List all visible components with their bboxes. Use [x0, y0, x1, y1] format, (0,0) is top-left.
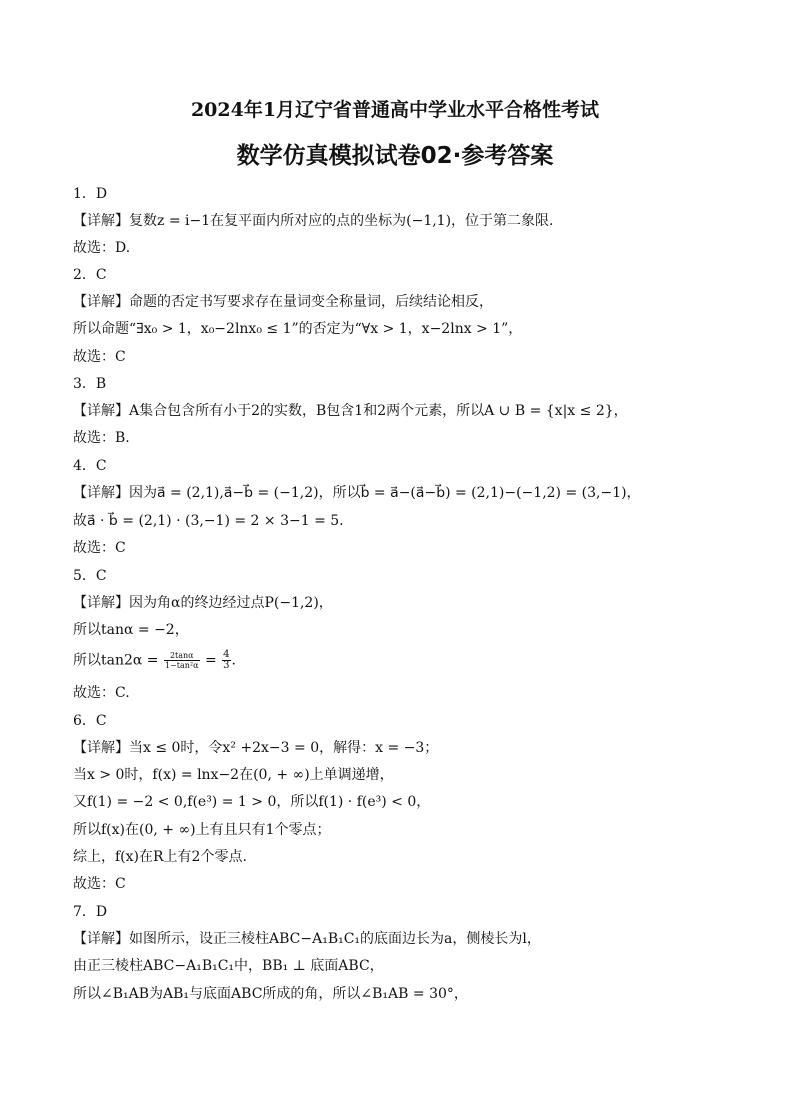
- answer-2-number: 2．C: [73, 267, 107, 283]
- fraction-result: [222, 650, 230, 671]
- answer-1-detail: 【详解】复数z = i−1在复平面内所对应的点的坐标为(−1,1)，位于第二象限.: [73, 213, 554, 229]
- answer-7-detail: 【详解】如图所示，设正三棱柱ABC−A₁B₁C₁的底面边长为a，侧棱长为l，: [73, 931, 541, 947]
- answer-6-choice: 故选：C: [73, 876, 126, 892]
- fraction-double-angle: [164, 651, 200, 670]
- equals-sign: =: [200, 652, 222, 669]
- answer-4-choice: 故选：C: [73, 540, 126, 556]
- answer-4-number: 4．C: [73, 458, 107, 474]
- answer-3-number: 3．B: [73, 376, 107, 392]
- exam-title: 2024年1月辽宁省普通高中学业水平合格性考试: [190, 99, 600, 121]
- answer-4-detail: 【详解】因为a⃗ = (2,1),a⃗−b⃗ = (−1,2)，所以b⃗ = a⃗−(a⃗−b⃗) = (2,1)−(−1,2) = (3,−1)，: [73, 485, 641, 501]
- answer-7-number: 7．D: [73, 904, 108, 920]
- answer-6-line4: 所以f(x)在(0, + ∞)上有且只有1个零点；: [73, 822, 331, 838]
- answer-6-line3: 又f(1) = −2 < 0,f(e³) = 1 > 0，所以f(1) · f(e³) < 0，: [73, 794, 431, 810]
- answer-5-line3-text: 所以tan2α =: [73, 652, 163, 669]
- exam-subtitle: 数学仿真模拟试卷02·参考答案: [236, 143, 554, 169]
- result-denominator: 3: [223, 660, 230, 671]
- answer-3-detail: 【详解】A集合包含所有小于2的实数，B包含1和2两个元素，所以A ∪ B = {x|x ≤ 2}，: [73, 403, 628, 419]
- answer-1-choice: 故选：D.: [73, 240, 131, 256]
- answer-5-choice: 故选：C.: [73, 685, 130, 701]
- answer-2-line2: 所以命题“∃x₀ > 1，x₀−2lnx₀ ≤ 1”的否定为“∀x > 1，x−2lnx > 1”，: [73, 321, 523, 337]
- answer-6-detail: 【详解】当x ≤ 0时，令x² +2x−3 = 0，解得：x = −3；: [73, 740, 439, 756]
- answer-1-number: 1．D: [73, 186, 108, 202]
- answer-4-line2: 故a⃗ · b⃗ = (2,1) · (3,−1) = 2 × 3−1 = 5.: [73, 513, 344, 529]
- answer-2-detail: 【详解】命题的否定书写要求存在量词变全称量词，后续结论相反，: [73, 294, 493, 310]
- result-numerator: 4: [223, 649, 230, 660]
- answer-5-line3: 所以tan2α = $\frac{2\tan\alpha}{\text{1−tan²α}}$ = $\frac{4}{3}$ .: [73, 649, 236, 671]
- answer-5-number: 5．C: [73, 568, 107, 584]
- fraction-denominator: 1−tan²α: [164, 661, 199, 670]
- answer-6-number: 6．C: [73, 713, 107, 729]
- fraction-numerator: 2tanα: [164, 651, 200, 661]
- answer-7-line2: 由正三棱柱ABC−A₁B₁C₁中，BB₁ ⊥ 底面ABC，: [73, 958, 384, 974]
- answer-2-choice: 故选：C: [73, 349, 126, 365]
- answer-5-detail: 【详解】因为角α的终边经过点P(−1,2)，: [73, 595, 333, 611]
- answer-3-choice: 故选：B.: [73, 430, 130, 446]
- answer-5-line2: 所以tanα = −2，: [73, 622, 189, 638]
- answer-7-line3: 所以∠B₁AB为AB₁与底面ABC所成的角，所以∠B₁AB = 30°，: [73, 986, 468, 1002]
- answer-6-line5: 综上，f(x)在R上有2个零点.: [73, 849, 247, 865]
- answer-6-line2: 当x > 0时，f(x) = lnx−2在(0, + ∞)上单调递增，: [73, 767, 394, 783]
